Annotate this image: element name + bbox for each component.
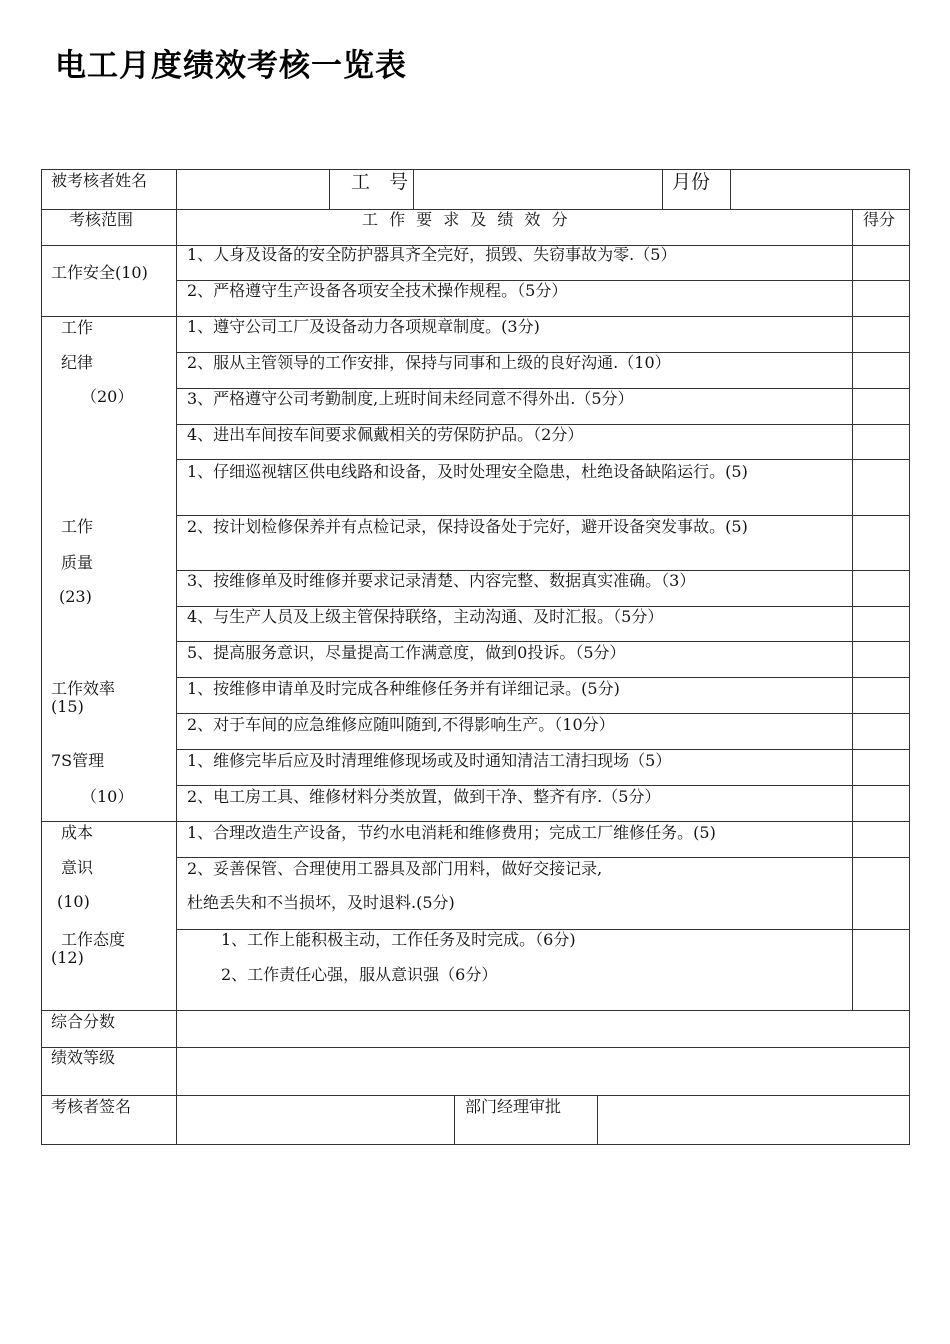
- item-quality-1: 1、仔细巡视辖区供电线路和设备，及时处理安全隐患，杜绝设备缺陷运行。(5): [187, 462, 748, 481]
- total-score-field[interactable]: [178, 1011, 908, 1046]
- row-divider: [176, 749, 910, 750]
- row-divider: [41, 821, 910, 822]
- category-discipline-line2: 纪律: [61, 353, 94, 372]
- item-quality-4: 4、与生产人员及上级主管保持联络，主动沟通、及时汇报。（5分）: [187, 607, 664, 626]
- category-efficiency-line2: (15): [51, 697, 84, 716]
- category-cost-line2: 意识: [61, 858, 94, 877]
- category-quality-line1: 工作: [61, 517, 94, 536]
- category-attitude-line2: (12): [51, 948, 84, 967]
- item-attitude-1: 1、工作上能积极主动，工作任务及时完成。（6分): [221, 930, 576, 949]
- column-divider: [413, 169, 414, 209]
- document-title: 电工月度绩效考核一览表: [55, 48, 407, 84]
- item-discipline-2: 2、服从主管领导的工作安排，保持与同事和上级的良好沟通.（10）: [187, 353, 671, 372]
- category-7s-line1: 7S管理: [51, 751, 105, 770]
- category-attitude-line1: 工作态度: [61, 930, 126, 949]
- row-divider: [176, 713, 910, 714]
- column-divider: [730, 169, 731, 209]
- score-column-divider: [852, 209, 853, 1011]
- item-quality-5: 5、提高服务意识，尽量提高工作满意度，做到0投诉。（5分）: [187, 643, 626, 662]
- requirements-header: 工 作 要 求 及 绩 效 分: [362, 210, 571, 229]
- assessor-signature-field[interactable]: [178, 1096, 453, 1143]
- category-cost-line1: 成本: [61, 823, 94, 842]
- row-divider: [176, 459, 910, 460]
- item-attitude-2: 2、工作责任心强，服从意识强（6分）: [221, 965, 498, 984]
- table-border-left: [41, 169, 42, 1145]
- assessment-table: [41, 169, 910, 1145]
- row-divider: [176, 785, 910, 786]
- employee-id-field[interactable]: [415, 170, 661, 208]
- item-efficiency-1: 1、按维修申请单及时完成各种维修任务并有详细记录。(5分): [187, 679, 620, 698]
- item-7s-2: 2、电工房工具、维修材料分类放置，做到干净、整齐有序.（5分）: [187, 787, 661, 806]
- score-header: 得分: [863, 210, 896, 229]
- total-score-label: 综合分数: [51, 1012, 116, 1031]
- item-cost-2: 2、妥善保管、合理使用工器具及部门用料，做好交接记录,: [187, 859, 603, 878]
- column-divider: [662, 169, 663, 209]
- grade-field[interactable]: [178, 1048, 908, 1094]
- item-cost-2-cont: 杜绝丢失和不当损坏，及时退料.(5分): [187, 893, 455, 912]
- column-divider: [454, 1095, 455, 1145]
- category-7s-line2: （10）: [81, 787, 134, 806]
- grade-label: 绩效等级: [51, 1048, 116, 1067]
- month-field[interactable]: [732, 170, 908, 208]
- item-quality-3: 3、按维修单及时维修并要求记录清楚、内容完整、数据真实准确。（3）: [187, 571, 696, 590]
- table-border-bottom: [41, 1144, 910, 1145]
- employee-id-label: 工 号: [351, 171, 409, 193]
- category-safety: 工作安全(10): [51, 263, 148, 282]
- item-safety-2: 2、严格遵守生产设备各项安全技术操作规程。（5分）: [187, 281, 568, 300]
- column-divider: [329, 169, 330, 209]
- category-efficiency-line1: 工作效率: [51, 679, 116, 698]
- item-cost-1: 1、合理改造生产设备，节约水电消耗和维修费用；完成工厂维修任务。(5): [187, 823, 716, 842]
- category-discipline-line3: （20）: [81, 387, 134, 406]
- item-efficiency-2: 2、对于车间的应急维修应随叫随到,不得影响生产。（10分）: [187, 715, 615, 734]
- category-discipline-line1: 工作: [61, 318, 94, 337]
- row-divider: [176, 641, 910, 642]
- item-discipline-3: 3、严格遵守公司考勤制度,上班时间未经同意不得外出.（5分）: [187, 389, 634, 408]
- item-7s-1: 1、维修完毕后应及时清理维修现场或及时通知清洁工清扫现场（5）: [187, 751, 672, 770]
- item-quality-2: 2、按计划检修保养并有点检记录，保持设备处于完好，避开设备突发事故。(5): [187, 517, 748, 536]
- row-divider: [176, 857, 910, 858]
- row-divider: [176, 677, 910, 678]
- category-cost-line3: (10): [57, 892, 90, 911]
- scope-header: 考核范围: [69, 210, 134, 229]
- name-label: 被考核者姓名: [51, 171, 148, 190]
- name-field[interactable]: [178, 170, 328, 208]
- item-discipline-4: 4、进出车间按车间要求佩戴相关的劳保防护品。（2分）: [187, 425, 584, 444]
- manager-approval-field[interactable]: [599, 1096, 908, 1143]
- table-border-right: [909, 169, 910, 1145]
- item-discipline-1: 1、遵守公司工厂及设备动力各项规章制度。(3分): [187, 317, 540, 336]
- assessor-signature-label: 考核者签名: [51, 1097, 132, 1116]
- item-safety-1: 1、人身及设备的安全防护器具齐全完好，损毁、失窃事故为零.（5）: [187, 245, 677, 264]
- column-divider: [176, 169, 177, 1145]
- month-label: 月份: [672, 171, 711, 193]
- column-divider: [597, 1095, 598, 1145]
- category-quality-line2: 质量: [61, 553, 94, 572]
- category-quality-line3: (23): [59, 587, 92, 606]
- row-divider: [176, 515, 910, 516]
- manager-approval-label: 部门经理审批: [465, 1097, 562, 1116]
